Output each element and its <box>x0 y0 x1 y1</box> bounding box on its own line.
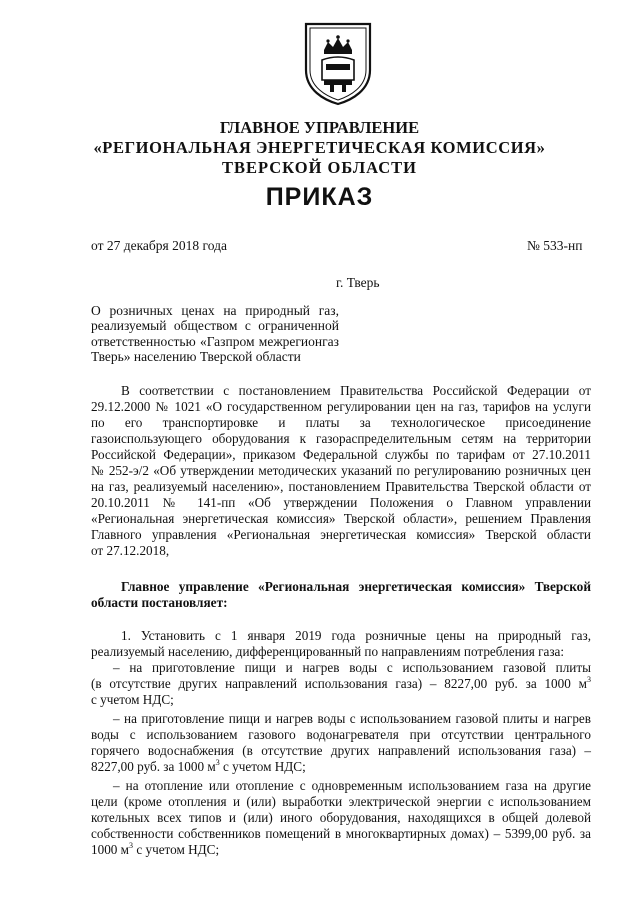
subject-line: ответственностью «Газпром межрегионгаз <box>91 333 339 349</box>
item-c-line: котельных всех типов и (или) иного оборудования, находящихся в общей долевой <box>91 810 591 825</box>
coat-of-arms-emblem <box>300 20 376 106</box>
item-c-line: 1000 $м^3$ с учетом НДС; <box>91 841 220 857</box>
org-name-line-1: ГЛАВНОЕ УПРАВЛЕНИЕ <box>219 118 420 137</box>
basis-line: № 252-э/2 «Об утверждении методических указаний по регулированию розничных цен <box>91 463 591 478</box>
item-b-line: 8227,00 руб. за 1000 $м^3$ с учетом НДС; <box>91 758 306 774</box>
unit-exponent: 3 <box>215 758 220 767</box>
order-number: № 533-нп <box>527 238 583 253</box>
order-date: от 27 декабря 2018 года <box>91 238 227 253</box>
item-c-line: собственности собственников помещений в многоквартирных домах) – 5399,00 руб. за <box>91 826 591 841</box>
item-c-line: цели (кроме отопления и (или) выработки электрической энергии с использованием <box>91 794 591 809</box>
decree-statement <box>91 579 591 611</box>
basis-line: Главного управления «Региональная энергетическая комиссия» Тверской области <box>91 527 591 542</box>
org-name-line-2: «РЕГИОНАЛЬНАЯ ЭНЕРГЕТИЧЕСКАЯ КОМИССИЯ» <box>93 138 546 157</box>
basis-line: Российской Федерации», приказом Федеральной службы по тарифам от 27.10.2011 <box>91 447 591 462</box>
decree-line: Главное управление «Региональная энергетическая комиссия» Тверской <box>121 579 591 594</box>
org-name-line-3: ТВЕРСКОЙ ОБЛАСТИ <box>221 158 418 177</box>
point-1 <box>91 628 591 858</box>
basis-line: 20.10.2011 № 141-пп «Об утверждении Положения о Главном управлении <box>91 495 591 510</box>
item-c-line: – на отопление или отопление с одновременным использованием газа на другие <box>113 778 591 793</box>
item-a-line: с учетом НДС; <box>91 692 174 707</box>
basis-line: по его транспортировке и платы за технологическое присоединение <box>91 415 591 430</box>
document-type-title: ПРИКАЗ <box>265 183 374 211</box>
decree-line: области постановляет: <box>91 595 228 610</box>
subject-line: реализуемый обществом с ограниченной <box>91 318 339 334</box>
point-intro-line: реализуемый населению, дифференцированный по направлениям потребления газа: <box>91 644 565 659</box>
basis-line: газоиспользующего оборудования к газораспределительным сетям на территории <box>91 431 591 446</box>
item-a-line: (в отсутствие других направлений использования газа) – 8227,00 руб. за 1000 $м^3$ <box>91 675 591 691</box>
legal-basis-paragraph <box>91 383 591 559</box>
basis-line: 29.12.2000 № 1021 «О государственном регулировании цен на газ, тарифов на услуги <box>91 399 591 414</box>
order-city: г. Тверь <box>336 275 380 290</box>
subject-line: Тверь» населению Тверской области <box>91 349 301 365</box>
unit-exponent: 3 <box>587 675 591 684</box>
subject-line: О розничных ценах на природный газ, <box>91 303 339 318</box>
item-b-line: воды с использованием газового водонагревателя при отсутствии центрального <box>91 727 591 742</box>
point-intro-line: 1. Установить с 1 января 2019 года розничные цены на природный газ, <box>121 628 591 643</box>
unit-exponent: 3 <box>129 841 134 850</box>
item-b-line: – на приготовление пищи и нагрев воды с использованием газовой плиты и нагрев <box>113 711 591 726</box>
item-a-line: – на приготовление пищи и нагрев воды с использованием газовой плиты <box>113 660 591 675</box>
basis-line: от 27.12.2018, <box>91 543 170 558</box>
basis-line: В соответствии с постановлением Правительства Российской Федерации от <box>121 383 591 398</box>
basis-line: «Региональная энергетическая комиссия» Тверской области», решением Правления <box>91 511 591 526</box>
item-b-line: горячего водоснабжения (в отсутствие других направлений использования газа) – <box>91 743 591 758</box>
basis-line: на газ, реализуемый населению», постановлением Правительства Тверской области от <box>91 479 591 494</box>
order-subject <box>91 303 339 365</box>
